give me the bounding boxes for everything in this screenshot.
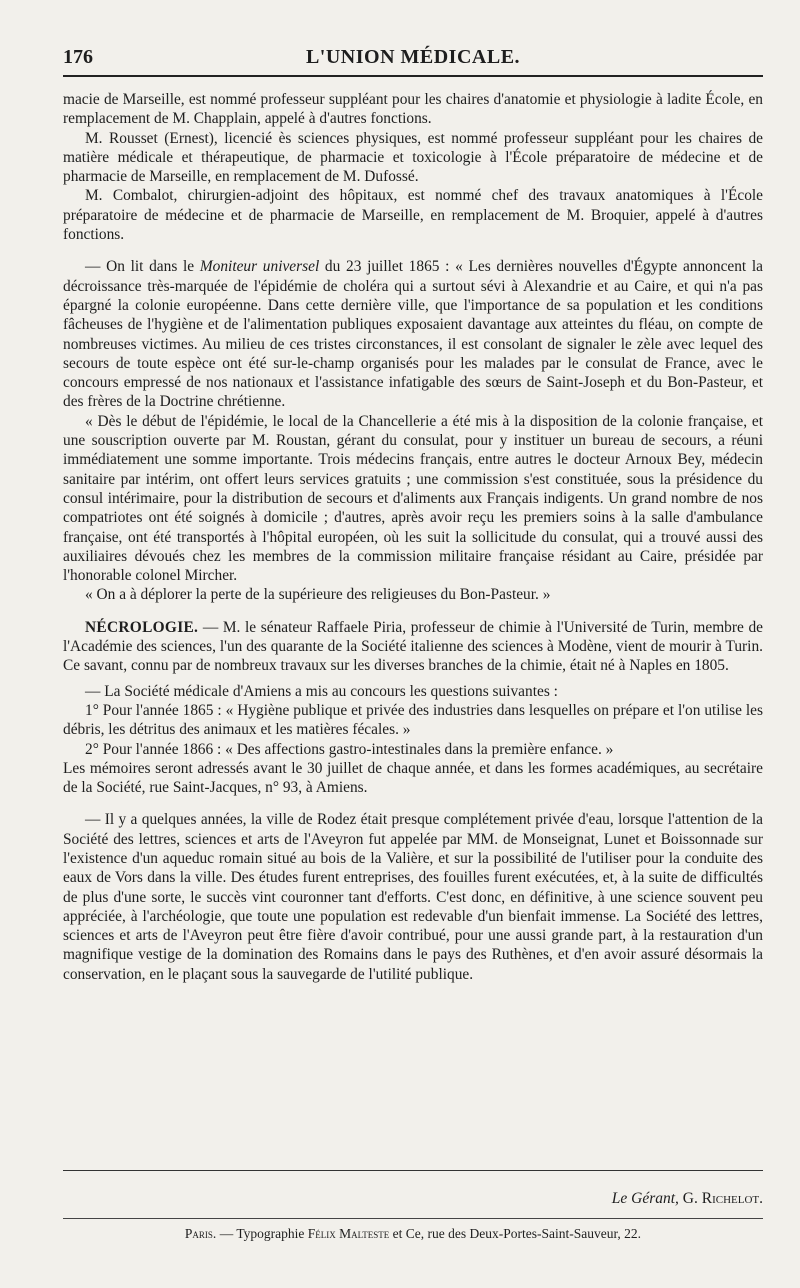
paragraph-amiens: — La Société médicale d'Amiens a mis au concours les questions suivantes :	[85, 682, 558, 700]
gerant-label: Le Gérant,	[611, 1190, 679, 1207]
gerant-name: G. Richelot.	[682, 1190, 763, 1207]
paragraph-moniteur-title: Moniteur universel	[199, 258, 320, 276]
imprint-dash: — Typographie	[216, 1226, 308, 1241]
paragraph-1: macie de Marseille, est nommé professeur suppléant pour les chaires d'anatomie et physiologie à ladite École, en remplacement de M. Chapplain, appelé à d'autres fonctions.	[63, 91, 763, 128]
necrologie-heading: NÉCROLOGIE.	[85, 618, 199, 636]
printer-imprint	[63, 1226, 763, 1242]
paragraph-chancellerie: « Dès le début de l'épidémie, le local de la Chancellerie a été mis à la disposition de la colonie française, et une souscription ouverte par M. Roustan, gérant du consulat, pour y instituer un bureau de secours, a réuni immédiatement une somme importante. Trois médecins français, entre autres le docteur Arnoux Bey, médecin sanitaire par intérim, ont offert leurs services gratuits ; une commission s'est constituée, sous la présidence du consul intérimaire, pour la distribution de secours et d'aliments aux Français indigents. Un grand nombre de nos compatriotes ont été soignés à domicile ; d'autres, après avoir reçu les premiers soins à la salle d'ambulance française, ont été transportés à l'hôpital européen, où les suit la sollicitude du consulat, qui a trouvé aussi des auxiliaires dévoués chez les membres de la commission militaire française résidant au Caire, présidée par l'honorable colonel Mircher.	[63, 412, 763, 585]
gerant-signature	[612, 1190, 763, 1208]
paragraph-necrologie	[63, 618, 763, 676]
paragraph-3: M. Combalot, chirurgien-adjoint des hôpitaux, est nommé chef des travaux anatomiques à l'École préparatoire de médecine et de pharmacie de Marseille, en remplacement de M. Broquier, appelé à d'autres fonctions.	[63, 187, 763, 244]
paragraph-moniteur-text: du 23 juillet 1865 : « Les dernières nouvelles d'Égypte annoncent la décroissance très-marquée de l'épidémie de choléra qui a surtout sévi à Alexandrie et au Caire, et qui n'a pas épargné la colonie européenne. Dans cette dernière ville, que l'importance de sa population et les conditions fâcheuses de l'hygiène et de l'alimentation publiques exposaient davantage aux atteintes du fléau, on compte de nombreuses victimes. Au milieu de ces tristes circonstances, il est consolant de signaler le zèle avec lequel des secours de toute espèce ont été sur-le-champ organisés pour les malades par le consulat de France, avec le concours empressé de nos nationaux et l'assistance infatigable des sœurs de Saint-Joseph et du Bon-Pasteur, et des frères de la Doctrine chrétienne.	[63, 258, 763, 411]
question-1866: 2° Pour l'année 1866 : « Des affections gastro-intestinales dans la première enfance. »	[85, 740, 614, 758]
imprint-rule	[63, 1218, 763, 1219]
imprint-city: Paris.	[184, 1226, 217, 1241]
paragraph-moniteur	[63, 257, 763, 411]
necrologie-text: — M. le sénateur Raffaele Piria, professeur de chimie à l'Université de Turin, membre de l'Académie des sciences, l'un des quarante de la Société italienne des sciences à Modène, vient de mourir à Turin. Ce savant, connu par de nombreux travaux sur les diverses branches de la chimie, était né à Naples en 1805.	[63, 618, 763, 675]
paragraph-bon-pasteur: « On a à déplorer la perte de la supérieure des religieuses du Bon-Pasteur. »	[85, 586, 551, 604]
paragraph-memoires: Les mémoires seront adressés avant le 30 juillet de chaque année, et dans les formes académiques, au secrétaire de la Société, rue Saint-Jacques, n° 93, à Amiens.	[63, 759, 763, 797]
header-rule	[63, 75, 763, 77]
page-number: 176	[63, 46, 93, 68]
question-1865: 1° Pour l'année 1865 : « Hygiène publique et privée des industries dans lesquelles on prépare et l'on utilise les débris, les détritus des animaux et les matières fécales. »	[63, 701, 763, 739]
imprint-rest: et Ce, rue des Deux-Portes-Saint-Sauveur, 22.	[389, 1226, 642, 1241]
page	[63, 40, 763, 1241]
page-header	[63, 40, 763, 70]
imprint-printer: Félix Malteste	[307, 1226, 390, 1241]
running-title: L'UNION MÉDICALE.	[305, 46, 521, 68]
paragraph-2: M. Rousset (Ernest), licencié ès sciences physiques, est nommé professeur suppléant pour les chaires de matière médicale et thérapeutique, de pharmacie et toxicologie à l'École préparatoire de médecine et de pharmacie de Marseille, en remplacement de M. Dufossé.	[63, 129, 763, 186]
paragraph-moniteur-pre: — On lit dans le	[85, 258, 200, 276]
article-body	[63, 90, 763, 984]
paragraph-rodez: — Il y a quelques années, la ville de Rodez était presque complétement privée d'eau, lorsque l'attention de la Société des lettres, sciences et arts de l'Aveyron fut appelée par MM. de Monseignat, Lunet et Boissonnade sur l'existence d'un aqueduc romain situé au bois de la Valière, et sur la possibilité de l'utiliser pour la conduite des eaux de Vors dans la ville. Des études furent entreprises, des fouilles furent exécutées, et, à la suite de difficultés de plus d'une sorte, le succès vint couronner tant d'efforts. C'est donc, en définitive, à une science souvent peu appréciée, à l'archéologie, que toute une population est redevable d'un bienfait immense. La Société des lettres, sciences et arts de l'Aveyron peut être fière d'avoir contribué, pour une aussi grande part, à la restauration d'un magnifique vestige de la domination des Romains dans le pays des Ruthènes, et d'en avoir assuré désormais la conservation, en le plaçant sous la sauvegarde de l'utilité publique.	[63, 811, 763, 983]
footer-rule	[63, 1170, 763, 1171]
